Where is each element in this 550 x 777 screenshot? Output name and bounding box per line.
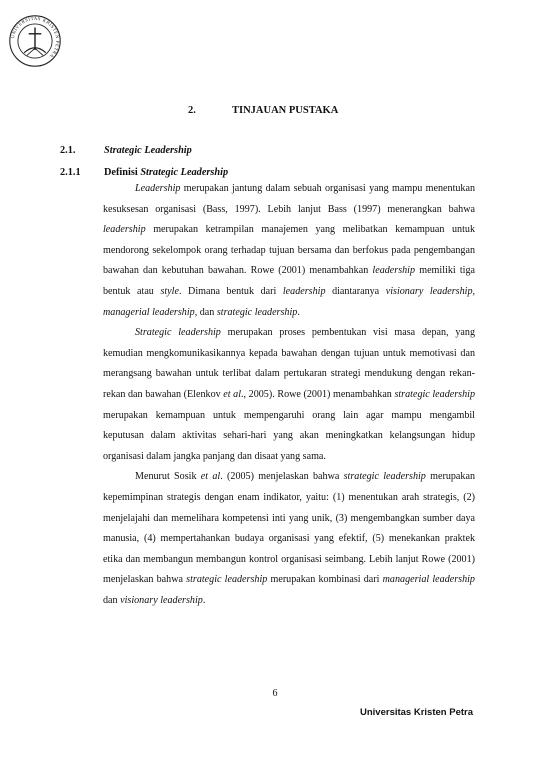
italic-term: et al bbox=[200, 471, 221, 483]
paragraph bbox=[103, 323, 475, 467]
section-number: 2.1. bbox=[60, 145, 76, 156]
italic-term: strategic leadership bbox=[394, 388, 475, 400]
italic-term: style bbox=[160, 285, 179, 297]
text-run: merupakan ketrampilan manajemen yang melibatkan kemampuan untuk mendorong sekelompok orang terhadap tujuan bersama dan berfokus pada pengembangan bawahan dan kebutuhan bawahan. Rowe (2001) menambahkan bbox=[103, 224, 475, 277]
paragraph bbox=[103, 179, 475, 323]
italic-term: Leadership bbox=[135, 183, 181, 194]
text-run: dan bbox=[103, 594, 121, 606]
text-run: ., 2005). Rowe (2001) menambahkan bbox=[241, 388, 395, 400]
university-seal-logo bbox=[8, 14, 62, 68]
text-run: merupakan kemampuan untuk mempengaruhi orang lain agar mampu mengambil keputusan dalam aktivitas sehari-hari yang akan meningkatkan kelangsungan hidup organisasi dalam jangka panjang dan disaat yang sama. bbox=[103, 409, 475, 462]
text-run: . (2005) menjelaskan bahwa bbox=[220, 471, 344, 483]
page-number: 6 bbox=[272, 688, 278, 699]
text-run: diantaranya bbox=[325, 285, 386, 297]
text-run: . bbox=[202, 594, 206, 606]
text-run: , dan bbox=[194, 306, 217, 318]
subsection-title: Strategic Leadership bbox=[140, 167, 229, 178]
italic-term: strategic leadership bbox=[343, 471, 426, 483]
text-run: merupakan proses pembentukan visi masa depan, yang kemudian mengkomunikasikannya kepada bawahan dengan tujuan untuk memotivasi dan merangsang bawahan untuk terlibat dalam pertukaran strategi mendukung dengan rekan-rekan dan bawahan (Elenkov bbox=[103, 327, 476, 400]
text-run: . bbox=[297, 306, 300, 318]
text-run: memiliki tiga bentuk atau bbox=[103, 265, 475, 297]
text-run: Menurut Sosik bbox=[135, 471, 201, 483]
paragraph bbox=[103, 467, 475, 611]
subsection-heading bbox=[60, 167, 228, 178]
section-title: Strategic Leadership bbox=[104, 145, 192, 156]
subsection-title-prefix: Definisi bbox=[104, 167, 141, 178]
italic-term: strategic leadership bbox=[216, 306, 298, 318]
footer-institution: Universitas Kristen Petra bbox=[360, 707, 473, 718]
text-run: merupakan kombinasi dari bbox=[267, 574, 383, 586]
italic-term: leadership bbox=[372, 265, 416, 277]
text-run: . Dimana bentuk dari bbox=[178, 285, 283, 297]
italic-term: leadership bbox=[282, 285, 326, 297]
section-heading bbox=[60, 145, 192, 156]
italic-term: strategic leadership bbox=[186, 574, 268, 586]
italic-term: Strategic leadership bbox=[135, 327, 221, 339]
chapter-title: TINJAUAN PUSTAKA bbox=[232, 105, 339, 116]
italic-term: managerial leadership bbox=[382, 574, 475, 586]
body-text bbox=[103, 179, 475, 611]
svg-text:UNIVERSITAS KRISTEN PETRA: UNIVERSITAS KRISTEN PETRA bbox=[10, 16, 60, 59]
italic-term: visionary leadership bbox=[120, 594, 203, 606]
chapter-number: 2. bbox=[188, 105, 196, 116]
italic-term: leadership bbox=[103, 224, 146, 236]
text-run: merupakan kepemimpinan strategis dengan enam indikator, yaitu: (1) menentukan arah strategis, (2) menjelajahi dan memelihara kompetensi inti yang unik, (3) mengembangkan sumber daya manusia, (4) mempertahankan budaya organisasi yang efektif, (5) menekankan praktek etika dan membangun membangun kontrol organisasi seimbang. Lebih lanjut Rowe (2001) menjelaskan bahwa bbox=[103, 471, 475, 586]
italic-term: et al bbox=[223, 388, 242, 400]
subsection-number: 2.1.1 bbox=[60, 167, 81, 178]
italic-term: visionary leadership, managerial leadership bbox=[103, 285, 476, 318]
text-run: merupakan jantung dalam sebuah organisasi yang mampu menentukan kesuksesan organisasi (Bass, 1997). Lebih lanjut Bass (1997) menerangkan bahwa bbox=[103, 183, 475, 215]
